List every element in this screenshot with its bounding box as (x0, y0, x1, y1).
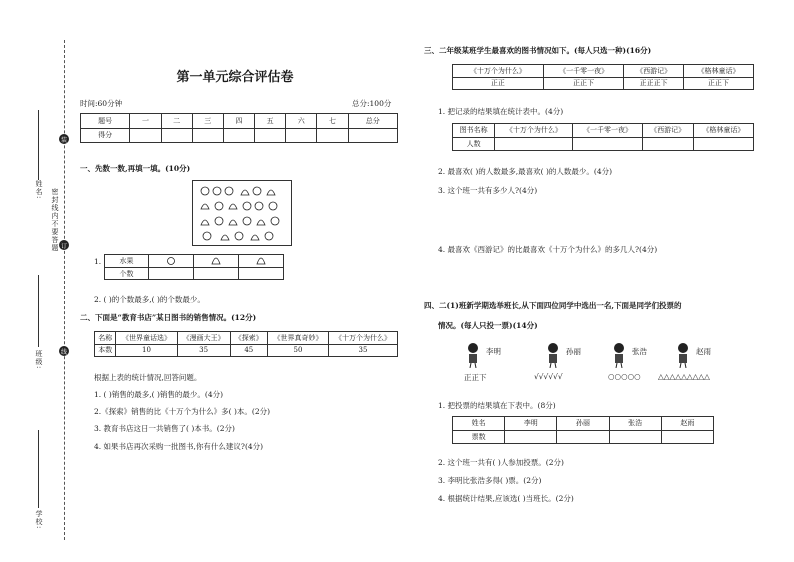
vote-input-cell[interactable] (661, 430, 713, 444)
score-input-cell[interactable] (317, 128, 348, 143)
score-table-cell: 三 (192, 114, 223, 129)
boy-figure-icon (464, 342, 482, 368)
q3-input-cell[interactable] (495, 137, 573, 151)
vote-result-table (452, 416, 714, 444)
q2-heading: 二、下面是“教育书店”某日图书的销售情况。(12分) (80, 313, 257, 322)
q1-heading: 一、先数一数,再填一填。(10分) (80, 164, 191, 173)
q3-table-book: 《一千零一夜》 (573, 124, 642, 138)
count-input-cell[interactable] (149, 268, 194, 280)
score-table-cell: 一 (130, 114, 161, 129)
score-table-cell: 七 (317, 114, 348, 129)
score-input-cell[interactable] (130, 128, 161, 143)
binding-mark-3: 线 (59, 346, 69, 356)
book-sales-value: 35 (177, 344, 230, 357)
fruit-count-table (104, 254, 284, 280)
book-sales-header: 《世界童话选》 (116, 332, 177, 345)
book-sales-header: 《世界真奇妙》 (267, 332, 328, 345)
binding-warning: 密封线内不要答题 (51, 188, 59, 252)
score-table-cell: 四 (223, 114, 254, 129)
candidate-votes: √√√√√√ (534, 372, 563, 381)
fruit-illustration (193, 181, 291, 245)
q4-heading: 四、二(1)班新学期选举班长,从下面四位同学中选出一名,下面是同学们投票的 (424, 301, 682, 310)
q3-sub3: 3. 这个班一共有多少人?(4分) (438, 186, 538, 195)
candidate-name: 孙丽 (566, 347, 581, 356)
fruit-row-label: 水果 (105, 255, 149, 268)
q2-sub4: 4. 如果书店再次采购一批图书,你有什么建议?(4分) (94, 442, 264, 451)
count-input-cell[interactable] (194, 268, 239, 280)
book-sales-header: 《十万个为什么》 (328, 332, 397, 345)
q3-sub4: 4. 最喜欢《西游记》的比最喜欢《十万个为什么》的多几人?(4分) (438, 245, 658, 254)
q3-table-book: 《格林童话》 (693, 124, 753, 138)
score-input-cell[interactable] (161, 128, 192, 143)
q3-book-name: 《一千零一夜》 (543, 65, 623, 78)
q3-count-table (452, 123, 754, 151)
pear-icon (194, 255, 239, 268)
q3-tally-table (452, 64, 754, 90)
total-score-label: 总分:100分 (352, 99, 392, 108)
q3-tally: 正正正下 (624, 77, 684, 90)
score-input-cell[interactable] (286, 128, 317, 143)
q3-table-book: 《西游记》 (642, 124, 693, 138)
book-sales-header: 名称 (95, 332, 116, 345)
school-line (38, 430, 39, 508)
score-input-cell[interactable] (255, 128, 286, 143)
q1-sub1-number: 1. (94, 257, 102, 266)
q3-table-header: 图书名称 (453, 124, 495, 138)
binding-mark-2: 订 (59, 240, 69, 250)
girl-figure-icon (674, 342, 692, 368)
q2-sub1: 1. ( )销售的最多,( )销售的最少。(4分) (94, 390, 224, 399)
name-line (38, 110, 39, 180)
count-row-label: 个数 (105, 268, 149, 280)
q2-intro: 根据上表的统计情况,回答问题。 (94, 373, 202, 382)
vote-table-name: 赵雨 (661, 417, 713, 431)
vote-table-header: 姓名 (453, 417, 505, 431)
book-sales-table (94, 331, 398, 357)
candidate-li-ming (460, 340, 530, 386)
candidate-name: 李明 (486, 347, 501, 356)
book-sales-value: 35 (328, 344, 397, 357)
book-sales-value: 50 (267, 344, 328, 357)
book-sales-header: 《探索》 (230, 332, 267, 345)
q3-tally: 正正下 (683, 77, 753, 90)
candidate-zhao-yu (658, 340, 748, 386)
q1-sub2: 2. ( )的个数最多,( )的个数最少。 (94, 295, 205, 304)
score-table-cell: 题号 (81, 114, 130, 129)
score-input-cell[interactable] (192, 128, 223, 143)
time-label: 时间:60分钟 (80, 99, 123, 108)
q3-tally: 正正下 (543, 77, 623, 90)
q4-heading-2: 情况。(每人只投一票)(14分) (438, 321, 538, 330)
q4-sub4: 4. 根据统计结果,应该选( )当班长。(2分) (438, 494, 574, 503)
book-sales-header: 《漫画大王》 (177, 332, 230, 345)
binding-mark-1: 装 (59, 134, 69, 144)
fruit-picture-box (192, 180, 292, 246)
candidate-name: 张浩 (632, 347, 647, 356)
q2-sub3: 3. 教育书店这日一共销售了( )本书。(2分) (94, 424, 235, 433)
score-table-cell: 六 (286, 114, 317, 129)
q4-sub2: 2. 这个班一共有( )人参加投票。(2分) (438, 458, 564, 467)
apple-icon (149, 255, 194, 268)
class-label: 班级: (35, 350, 43, 370)
q4-sub1: 1. 把投票的结果填在下表中。(8分) (438, 401, 556, 410)
book-sales-value: 45 (230, 344, 267, 357)
binding-strip (14, 40, 74, 540)
candidate-sun-li (534, 340, 610, 386)
candidate-name: 赵雨 (696, 347, 711, 356)
score-table-cell: 五 (255, 114, 286, 129)
vote-input-cell[interactable] (609, 430, 661, 444)
score-table-cell: 总分 (348, 114, 397, 129)
q4-sub3: 3. 李明比张浩多得( )票。(2分) (438, 476, 542, 485)
count-input-cell[interactable] (239, 268, 284, 280)
vote-table-name: 孙丽 (557, 417, 609, 431)
vote-table-name: 李明 (505, 417, 557, 431)
binding-dashed-line (64, 40, 65, 540)
candidate-votes: ○○○○○ (608, 372, 641, 381)
q2-sub2: 2.《探索》销售的比《十万个为什么》多( )本。(2分) (94, 407, 271, 416)
q3-book-name: 《西游记》 (624, 65, 684, 78)
q3-tally: 正正 (453, 77, 544, 90)
peach-icon (239, 255, 284, 268)
boy-figure-icon (610, 342, 628, 368)
vote-table-name: 张浩 (609, 417, 661, 431)
candidate-votes: △△△△△△△△△ (658, 372, 710, 381)
q3-input-cell[interactable] (573, 137, 642, 151)
class-line (38, 275, 39, 347)
score-table (80, 113, 398, 143)
score-table-cell: 得分 (81, 128, 130, 143)
vote-input-cell[interactable] (505, 430, 557, 444)
candidate-votes: 正正下 (464, 373, 487, 382)
score-table-cell: 二 (161, 114, 192, 129)
score-input-cell[interactable] (223, 128, 254, 143)
school-label: 学校: (35, 510, 43, 530)
q3-input-cell[interactable] (642, 137, 693, 151)
score-input-cell[interactable] (348, 128, 397, 143)
q3-sub1: 1. 把记录的结果填在统计表中。(4分) (438, 107, 564, 116)
q3-book-name: 《十万个为什么》 (453, 65, 544, 78)
girl-figure-icon (544, 342, 562, 368)
page-title: 第一单元综合评估卷 (176, 70, 294, 85)
q3-table-book: 《十万个为什么》 (495, 124, 573, 138)
vote-input-cell[interactable] (557, 430, 609, 444)
q3-heading: 三、二年级某班学生最喜欢的图书情况如下。(每人只选一种)(16分) (424, 46, 652, 55)
book-sales-value: 10 (116, 344, 177, 357)
q3-table-row-label: 人数 (453, 137, 495, 151)
q3-sub2: 2. 最喜欢( )的人数最多,最喜欢( )的人数最少。(4分) (438, 167, 613, 176)
q3-input-cell[interactable] (693, 137, 753, 151)
book-sales-row-label: 本数 (95, 344, 116, 357)
vote-table-row-label: 票数 (453, 430, 505, 444)
q3-book-name: 《格林童话》 (683, 65, 753, 78)
name-label: 姓名: (35, 180, 43, 200)
